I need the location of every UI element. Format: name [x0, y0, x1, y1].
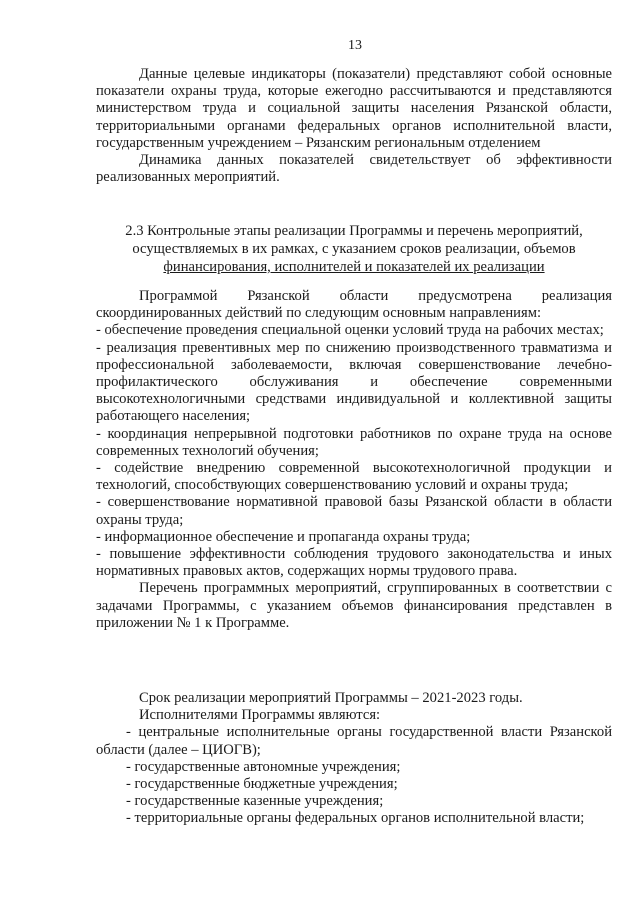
- section-heading: [96, 222, 612, 276]
- section-body: [96, 288, 612, 632]
- executor-item: - государственные бюджетные учреждения;: [126, 776, 398, 793]
- executor-item: - государственные казенные учреждения;: [126, 793, 384, 810]
- executors-lead: Исполнителями Программы являются:: [139, 707, 381, 724]
- section-lead-paragraph: Программой Рязанской области предусмотрена реализация скоординированных действий по следующим основным направлениям:: [96, 288, 612, 322]
- section-heading-line-1: 2.3 Контрольные этапы реализации Программы и перечень мероприятий,: [125, 223, 583, 239]
- direction-item: - обеспечение проведения специальной оценки условий труда на рабочих местах;: [96, 322, 604, 339]
- direction-item: - реализация превентивных мер по снижению производственного травматизма и профессиональной заболеваемости, включая совершенствование лечебно-профилактического обслуживания и обеспечение современными высокотехнологичными средствами индивидуальной и коллективной защиты работающего населения;: [96, 339, 612, 425]
- executor-item: - центральные исполнительные органы государственной власти Рязанской области (далее – ЦИОГВ);: [96, 724, 612, 758]
- intro-section: [96, 66, 612, 186]
- terms-section: [96, 690, 612, 828]
- direction-item: - информационное обеспечение и пропаганда охраны труда;: [96, 528, 471, 545]
- direction-item: - совершенствование нормативной правовой базы Рязанской области в области охраны труда;: [96, 494, 612, 528]
- page-number: 13: [348, 38, 362, 53]
- intro-paragraph-indicators: Данные целевые индикаторы (показатели) представляют собой основные показатели охраны труда, которые ежегодно рассчитываются и представляются министерством труда и социальной защиты населения Рязанской области, территориальными органами федеральных органов исполнительной власти, государственным учреждением – Рязанским региональным отделением: [96, 66, 612, 151]
- activities-list-reference: Перечень программных мероприятий, сгруппированных в соответствии с задачами Программы, с указанием объемов финансирования представлен в приложении № 1 к Программе.: [96, 580, 612, 631]
- executor-item: - территориальные органы федеральных органов исполнительной власти;: [126, 810, 585, 827]
- implementation-period: Срок реализации мероприятий Программы – 2021-2023 годы.: [139, 690, 523, 706]
- direction-item: - содействие внедрению современной высокотехнологичной продукции и технологий, способствующих совершенствованию условий и охраны труда;: [96, 460, 612, 494]
- executor-item: - государственные автономные учреждения;: [126, 758, 401, 775]
- direction-item: - повышение эффективности соблюдения трудового законодательства и иных нормативных правовых актов, содержащих нормы трудового права.: [96, 546, 612, 580]
- intro-paragraph-dynamics: Динамика данных показателей свидетельствует об эффективности реализованных мероприятий.: [96, 152, 612, 186]
- section-heading-line-2: осуществляемых в их рамках, с указанием сроков реализации, объемов: [132, 241, 576, 257]
- direction-item: - координация непрерывной подготовки работников по охране труда на основе современных технологий обучения;: [96, 425, 612, 459]
- section-heading-line-3: финансирования, исполнителей и показателей их реализации: [163, 259, 545, 275]
